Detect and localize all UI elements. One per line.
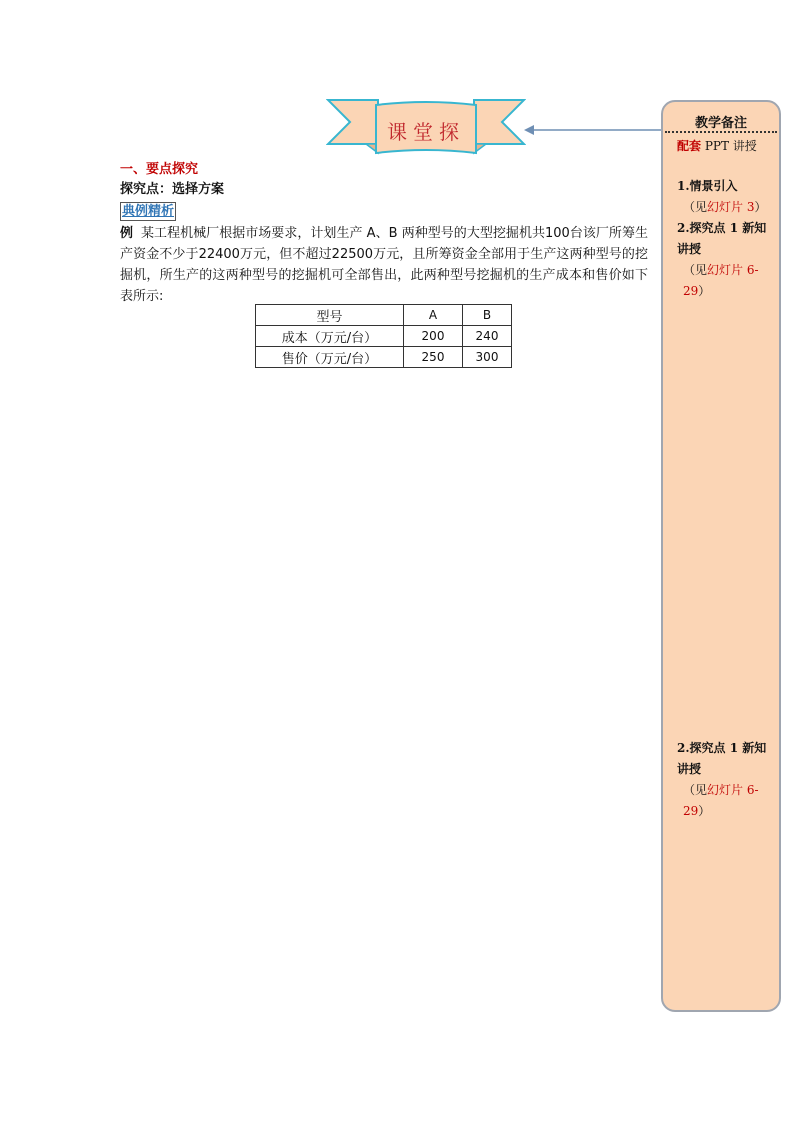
table-header-cell: A <box>404 305 463 326</box>
slide-ref: 幻灯片 6-29 <box>683 783 759 818</box>
sidebar-note-explore-2: 2.探究点 1 新知讲授 <box>677 741 767 776</box>
sidebar-subtitle-suffix: PPT 讲授 <box>701 139 757 153</box>
table-cell: 200 <box>404 326 463 347</box>
sidebar-notes-block-1 <box>677 176 773 302</box>
sidebar-note-explore: 2.探究点 1 新知讲授 <box>677 221 767 256</box>
example-tag: 典例精析 <box>122 204 175 219</box>
paren-close: ） <box>698 804 711 818</box>
section-heading: 一、要点探究 <box>120 162 199 177</box>
main-content <box>120 160 648 307</box>
sidebar-note-intro: 1.情景引入 <box>677 179 738 193</box>
banner-title: 课堂探 <box>387 120 465 144</box>
sidebar-note-explore-2-ref <box>677 780 773 822</box>
sidebar-subtitle <box>677 137 757 154</box>
table-cell: 售价（万元/台） <box>256 347 404 368</box>
arrow-left-icon <box>522 122 664 138</box>
table-header-cell: B <box>463 305 512 326</box>
sidebar-subtitle-prefix: 配套 <box>677 139 702 153</box>
paren-open: （见 <box>683 783 708 797</box>
example-text: 某工程机械厂根据市场要求，计划生产 A、B 两种型号的大型挖掘机共100台该厂所筹生产资金不少于22400万元，但不超过22500万元，且所筹资金全部用于生产这两种型号的挖掘机，所生产的这两种型号的挖掘机可全部售出，此两种型号挖掘机的生产成本和售价如下表所示: <box>120 226 648 304</box>
table-cell: 240 <box>463 326 512 347</box>
teaching-notes-sidebar <box>661 100 781 1012</box>
paren-close: ） <box>698 284 711 298</box>
table-row <box>256 347 512 368</box>
slide-ref: 幻灯片 3 <box>707 200 755 214</box>
sidebar-divider <box>665 131 777 133</box>
sidebar-note-explore-ref <box>677 260 773 302</box>
table-cell: 300 <box>463 347 512 368</box>
slide-ref: 幻灯片 6-29 <box>683 263 759 298</box>
example-paragraph <box>120 223 648 307</box>
table-header-row <box>256 305 512 326</box>
paren-open: （见 <box>683 200 708 214</box>
table-cell: 250 <box>404 347 463 368</box>
cost-price-table <box>255 304 512 368</box>
sidebar-title: 教学备注 <box>694 116 747 131</box>
sidebar-note-intro-ref <box>677 197 773 218</box>
table-row <box>256 326 512 347</box>
paren-close: ） <box>754 200 767 214</box>
table-header-cell: 型号 <box>256 305 404 326</box>
example-label: 例 <box>120 226 134 241</box>
sidebar-notes-block-2 <box>677 738 773 822</box>
subsection-heading: 探究点：选择方案 <box>120 182 225 197</box>
table-cell: 成本（万元/台） <box>256 326 404 347</box>
paren-open: （见 <box>683 263 708 277</box>
